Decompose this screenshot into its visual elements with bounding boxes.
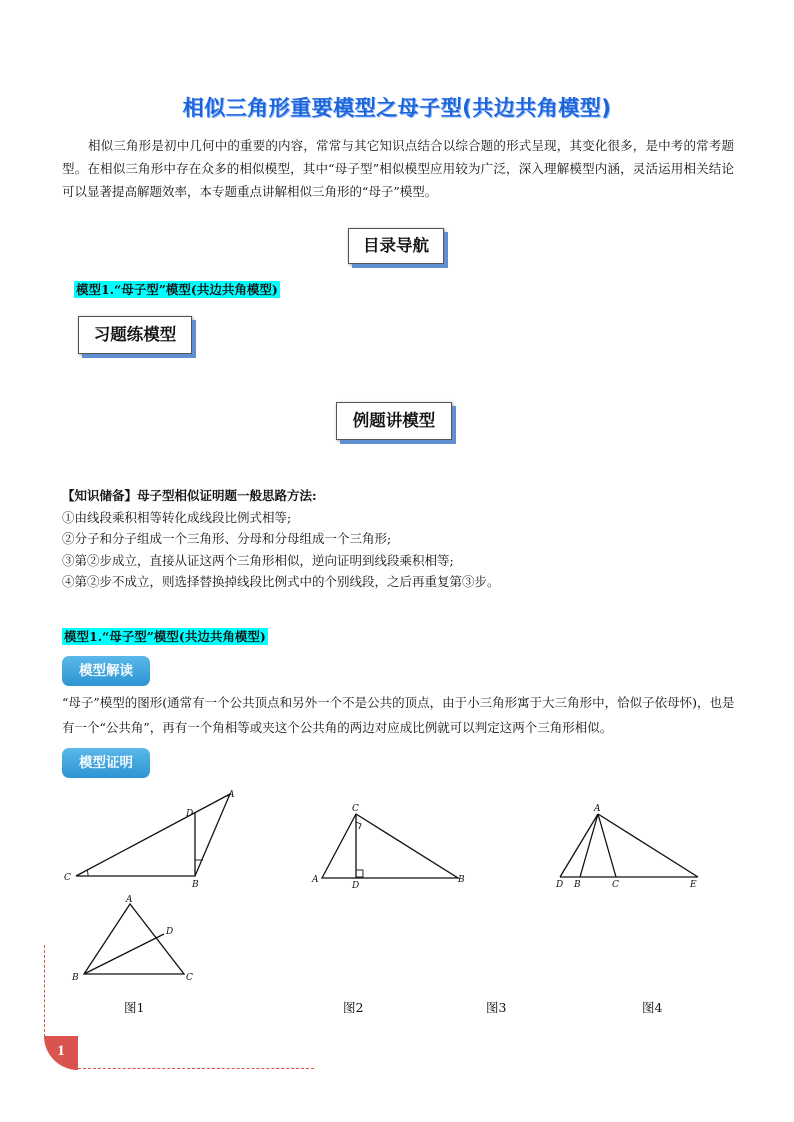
figure-caption: 图4 — [642, 1000, 663, 1015]
figure-2 — [308, 800, 473, 895]
fig1-label: B — [192, 880, 199, 890]
figure-caption: 图2 — [343, 1000, 364, 1015]
model-description: “母子”模型的图形(通常有一个公共顶点和另外一个不是公共的顶点，由于小三角形寓于大三角形中，恰似子依母怀)，也是有一个“公共角”，再有一个角相等或夹这个公共角的两边对应成比例就可以判定这两个三角形相似。 — [62, 695, 735, 735]
knowledge-item: ④第②步不成立，则选择替换掉线段比例式中的个别线段，之后再重复第③步。 — [62, 574, 500, 589]
intro-paragraph: 相似三角形是初中几何中的重要的内容，常常与其它知识点结合以综合题的形式呈现，其变化很多，是中考的常考题型。在相似三角形中存在众多的相似模型，其中“母子型”相似模型应用较为广泛，深入理解模型内涵，灵活运用相关结论可以显著提高解题效率，本专题重点讲解相似三角形的“母子”模型。 — [62, 138, 734, 199]
toc-item-model-1[interactable]: 模型1.“母子型”模型(共边共角模型) — [76, 282, 278, 297]
knowledge-item: ②分子和分子组成一个三角形、分母和分母组成一个三角形; — [62, 531, 392, 546]
knowledge-block — [62, 485, 742, 593]
fig4-label: B — [72, 973, 79, 983]
fig2-label: D — [352, 881, 360, 891]
model-heading: 模型1.“母子型”模型(共边共角模型) — [64, 629, 266, 644]
example-title-box: 例题讲模型 — [336, 402, 452, 440]
knowledge-item: ①由线段乘积相等转化成线段比例式相等; — [62, 509, 292, 525]
figure-3 — [550, 800, 710, 895]
figure-caption: 图3 — [486, 1000, 507, 1015]
fig4-label: D — [166, 927, 174, 937]
fig2-label: A — [312, 875, 319, 885]
fig1-label: D — [186, 809, 194, 819]
fig3-label: A — [594, 804, 601, 814]
fig3-label: B — [574, 880, 581, 890]
practice-title-box: 习题练模型 — [78, 316, 192, 354]
knowledge-item: ③第②步成立，直接从证这两个三角形相似，逆向证明到线段乘积相等; — [62, 552, 454, 568]
fig3-label: D — [556, 880, 564, 890]
page-border-dash-horizontal — [78, 1068, 314, 1069]
fig1-label: C — [64, 873, 71, 883]
page-border-dash-vertical — [44, 945, 45, 1037]
fig3-label: E — [690, 880, 697, 890]
fig3-label: C — [612, 880, 619, 890]
figure-4 — [66, 890, 206, 985]
page-number: 1 — [44, 1036, 78, 1070]
fig2-label: B — [458, 875, 465, 885]
nav-title-box: 目录导航 — [348, 228, 444, 264]
figure-1 — [60, 788, 250, 898]
figure-caption: 图1 — [124, 1000, 145, 1015]
fig1-label: A — [228, 790, 235, 800]
model-read-pill: 模型解读 — [62, 656, 150, 686]
fig4-label: A — [126, 895, 133, 905]
model-proof-pill: 模型证明 — [62, 748, 150, 778]
page-title: 相似三角形重要模型之母子型(共边共角模型) — [182, 96, 612, 120]
knowledge-heading: 【知识储备】母子型相似证明题一般思路方法: — [62, 488, 317, 503]
fig4-label: C — [186, 973, 193, 983]
fig2-label: C — [352, 804, 359, 814]
